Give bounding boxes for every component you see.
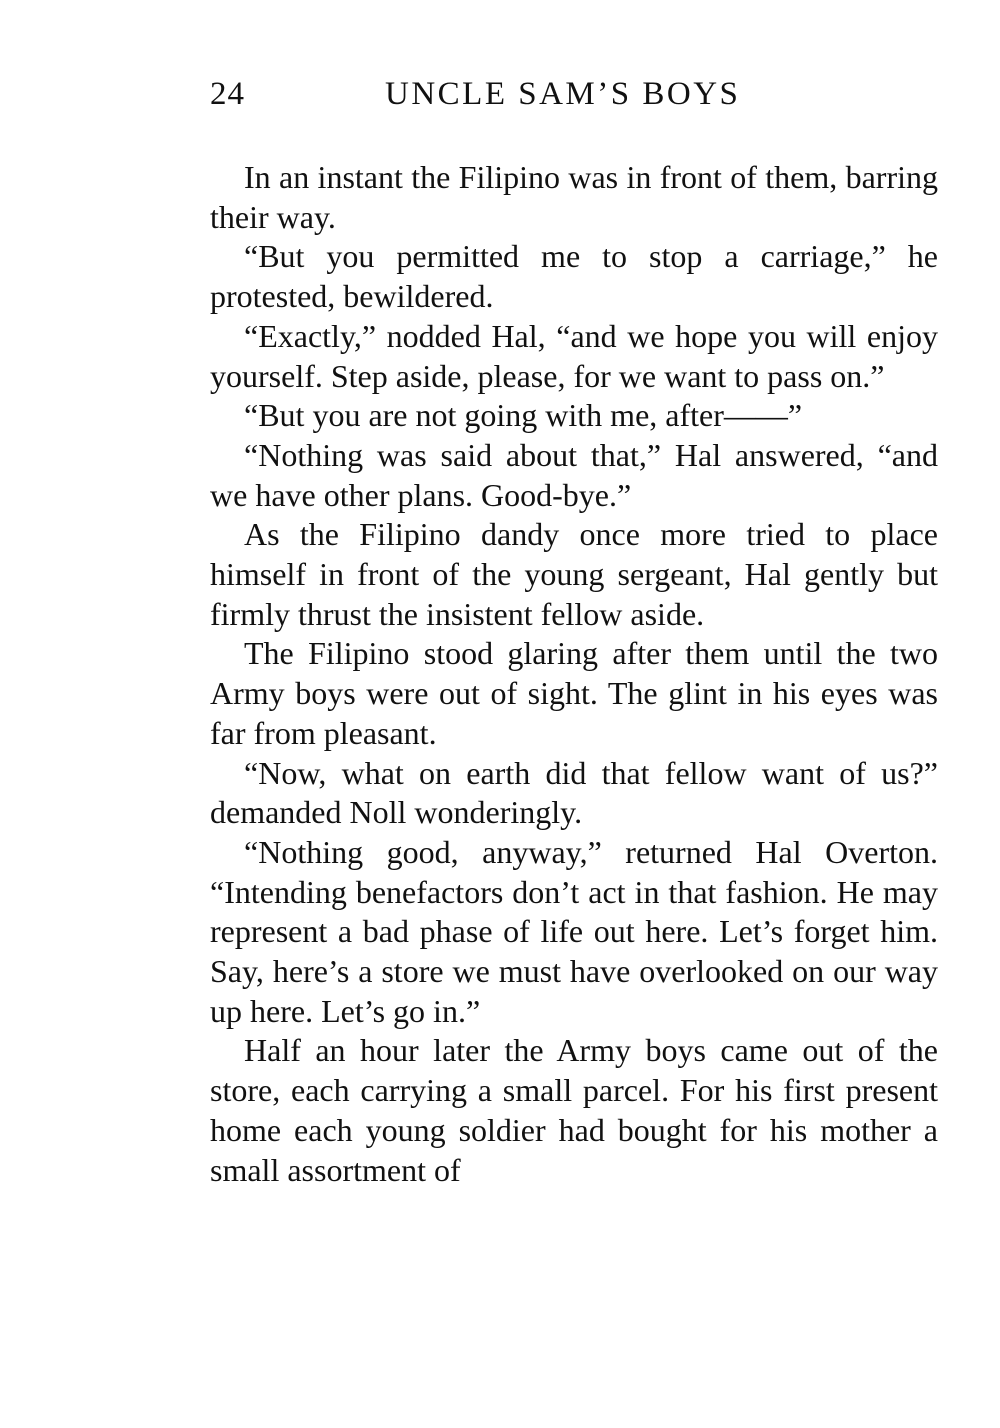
paragraph: In an instant the Filipino was in front of them, barring their way. xyxy=(210,159,938,235)
paragraph: As the Filipino dandy once more tried to place himself in front of the young sergeant, Hal gently but firmly thrust the insistent fellow aside. xyxy=(210,516,938,632)
paragraph: “Now, what on earth did that fellow want of us?” demanded Noll wonderingly. xyxy=(210,754,938,831)
paragraph: Half an hour later the Army boys came out of the store, each carrying a small parcel. For his first present home each young soldier had bought for his mother a small assortment of xyxy=(210,1032,938,1188)
paragraph: “Nothing was said about that,” Hal answered, “and we have other plans. Good-bye.” xyxy=(210,436,938,513)
page-number: 24 xyxy=(210,76,245,112)
paragraph: The Filipino stood glaring after them until the two Army boys were out of sight. The glint in his eyes was far from pleasant. xyxy=(210,635,938,751)
paragraph: “Nothing good, anyway,” returned Hal Overton. “Intending benefactors don’t act in that fashion. He may represent a bad phase of life out here. Let’s forget him. Say, here’s a store we must have overlooked on our way up here. Let’s go in.” xyxy=(210,833,938,1029)
page-header xyxy=(210,76,940,120)
body-text xyxy=(210,158,938,1190)
paragraph: “But you permitted me to stop a carriage,” he protested, bewildered. xyxy=(210,238,938,315)
paragraph: “But you are not going with me, after——” xyxy=(244,397,803,434)
running-title: UNCLE SAM’S BOYS xyxy=(385,76,741,112)
paragraph: “Exactly,” nodded Hal, “and we hope you will enjoy yourself. Step aside, please, for we want to pass on.” xyxy=(210,317,938,394)
